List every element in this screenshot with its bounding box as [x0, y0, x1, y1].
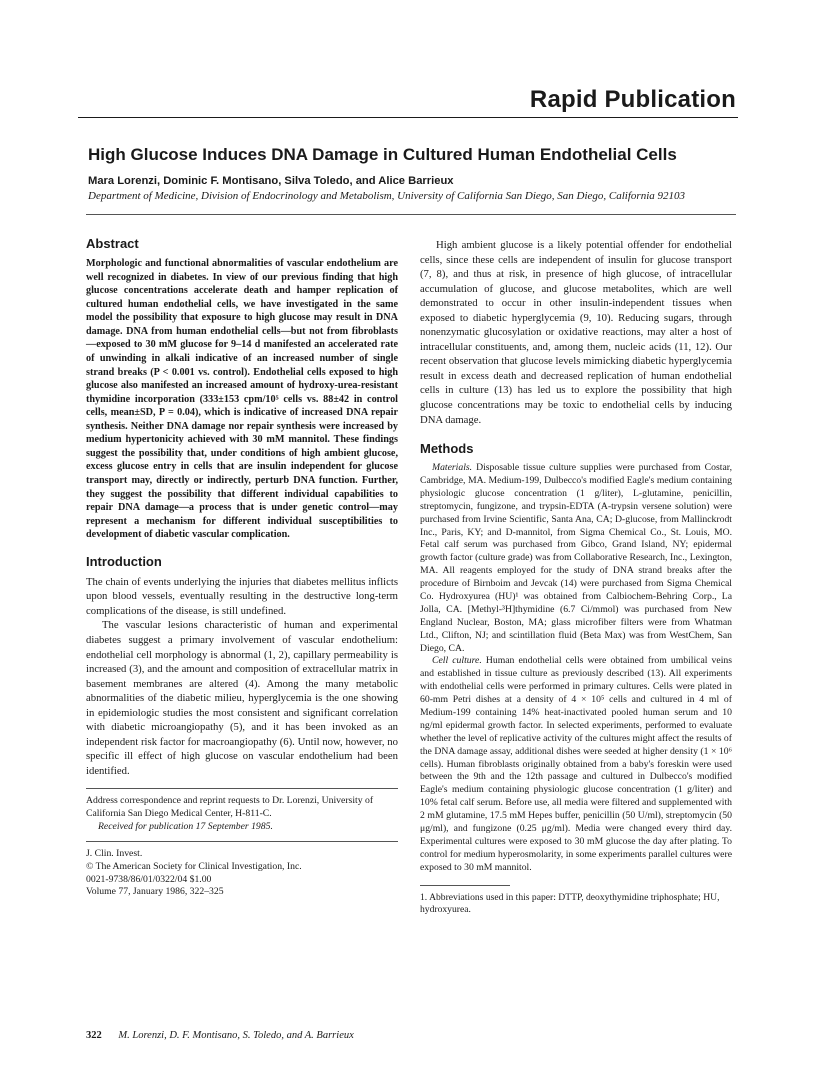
- intro-paragraph-1: The chain of events underlying the injuries that diabetes mellitus inflicts upon blood vessels, eventually resulting in the destructive long-term complications of the disease, is still undefined.: [86, 575, 398, 617]
- footnote-rule: [420, 885, 510, 886]
- author-list: Mara Lorenzi, Dominic F. Montisano, Silva Toledo, and Alice Barrieux: [88, 175, 454, 187]
- section-label: Rapid Publication: [529, 86, 736, 113]
- right-column: [420, 232, 732, 917]
- materials-text: Disposable tissue culture supplies were purchased from Costar, Cambridge, MA. Medium-199, Dulbecco's modified Eagle's medium containing physiologic glucose concentration (1 g/liter), L-glutamine, penicillin, streptomycin, fungizone, and trypsin-EDTA (A-trypsin versene solution) were purchased from Irvine Scientific, Santa Ana, CA; D-glucose, from Mallinckrodt Inc., Paris, KY; and D-mannitol, from Sigma Chemical Co., St. Louis, MO. Fetal calf serum was purchased from Gibco, Grand Island, NY; epidermal growth factor (culture grade) was from Collaborative Research, Inc., Lexington, MA. All reagents employed for the study of DNA strand breaks after the procedure of Birnboim and Jevcak (14) were purchased from Sigma Chemical Co. Hydroxyurea (HU)¹ was obtained from Calbiochem-Behring Corp., La Jolla, CA. [Methyl-³H]thymidine (6.7 Ci/mmol) was purchased from New England Nuclear, Boston, MA; glass microfiber filters were from Whatman Ltd., Clifton, NJ; and scintillation fluid (Beta Max) was from WestChem, San Diego, CA.: [420, 462, 733, 654]
- footer-authors: M. Lorenzi, D. F. Montisano, S. Toledo, and A. Barrieux: [118, 1030, 354, 1041]
- footnote-abbreviations: 1. Abbreviations used in this paper: DTTP, deoxythymidine triphosphate; HU, hydroxyurea.: [420, 891, 720, 916]
- introduction-heading: Introduction: [86, 553, 162, 569]
- left-column: [86, 232, 398, 899]
- volume-line: Volume 77, January 1986, 322–325: [86, 886, 224, 898]
- page-number: 322: [86, 1030, 102, 1041]
- methods-heading: Methods: [420, 441, 474, 457]
- affiliation: Department of Medicine, Division of Endocrinology and Metabolism, University of California San Diego, San Diego, California 92103: [88, 190, 685, 202]
- intro-paragraph-3: High ambient glucose is a likely potential offender for endothelial cells, since these cells are independent of insulin for glucose transport (7, 8), and thus at risk, in presence of high glucose, of intracellular accumulation of glucose, and glucose metabolites, which are well demonstrated to occur in other insulin-independent tissues when exposed to diabetic hyperglycemia (9, 10). Reducing sugars, through nonenzymatic glucosylation or oxidative reactions, may alter a host of intracellular constituents, and, among them, nucleic acids (11, 12). Our recent observation that glucose levels mimicking diabetic hyperglycemia result in excess death and decreased replication of human endothelial cells in culture (13) has led us to explore the possibility that high glucose concentrations may be toxic to endothelial cells by inducing DNA damage.: [420, 239, 732, 426]
- copyright-line: © The American Society for Clinical Investigation, Inc.: [86, 860, 302, 872]
- journal-name: J. Clin. Invest.: [86, 848, 143, 860]
- correspondence-address: Address correspondence and reprint requests to Dr. Lorenzi, University of California San Diego Medical Center, H-811-C.: [86, 795, 374, 820]
- intro-paragraph-2: The vascular lesions characteristic of human and experimental diabetes suggest a primary involvement of vascular endothelium: endothelial cell morphology is abnormal (1, 2), capillary permeability is increased (3), and the amount and composition of extracellular matrix in basement membranes are altered (4). Among the many metabolic abnormalities of the diabetic milieu, hyperglycemia is the one showing in epidemiologic studies the most consistent and significant correlation with diabetic microangiopathy (5), and it has been invoked as an independent risk factor for macroangiopathy (6). Until now, however, no specific ill effect of high glucose on vascular endothelium had been identified.: [86, 619, 398, 777]
- cell-culture-lead: Cell culture.: [432, 655, 482, 667]
- cell-culture-text: Human endothelial cells were obtained from umbilical veins and established in tissue culture as previously described (13). All experiments with endothelial cells were performed in primary cultures. Cells were plated in 60-mm Petri dishes at a density of 4 × 10⁵ cells and cultured in 4 ml of Medium-199 containing 14% heat-inactivated pooled human serum and 10 ng/ml epidermal growth factor. In selected experiments, performed to evaluate whether the level of replicative activity of the cultures might affect the results of the DNA damage assay, additional dishes were seeded at higher density (1 × 10⁶ cells). Human fibroblasts originally obtained from a baby's foreskin were used between the 9th and the 12th passage and cultured in Dulbecco's modified Eagle's medium containing physiologic glucose concentration (1 g/liter) and 10% fetal calf serum. Before use, all media were filtered and supplemented with 2 mM glutamine, 17.5 mM Hepes buffer, penicillin (50 U/ml), streptomycin (50 μg/ml), and fungizone (0.25 μg/ml). Media were changed every third day. Experimental cultures were exposed to 30 mM glucose the day after plating. To control for medium hyperosmolarity, in some experiments parallel cultures were exposed to 30 mM mannitol.: [420, 655, 732, 873]
- page-footer: [86, 1030, 354, 1041]
- received-date: Received for publication 17 September 1985.: [98, 820, 273, 832]
- abstract-text: Morphologic and functional abnormalities of vascular endothelium are well recognized in diabetes. In view of our previous finding that high glucose concentrations accelerate death and hamper replication of cultured human endothelial cells, we have investigated in the same model the possibility that exposure to high glucose may result in DNA damage. DNA from human endothelial cells—but not from fibroblasts—exposed to 30 mM glucose for 9–14 d manifested an accelerated rate of unwinding in alkali indicative of an increased number of single strand breaks (P < 0.001 vs. control). Endothelial cells exposed to high glucose also manifested an increased amount of hydroxy-urea-resistant thymidine incorporation (333±153 cpm/10⁵ cells vs. 88±42 in control cells, mean±SD, P = 0.04), which is indicative of increased DNA repair synthesis. Neither DNA damage nor repair synthesis were increased by medium hypertonicity achieved with 30 mM mannitol. These findings suggest the possibility that, under conditions of high ambient glucose, excess glucose entry in cells that are insulin independent for glucose transport may, directly or indirectly, perturb DNA function. Further, they suggest the possibility that different individual capabilities to repair DNA damage—a process that is under genetic control—may represent a mechanism for different individual susceptibilities to development of diabetic vascular complication.: [86, 258, 398, 541]
- citation-rule: [86, 841, 398, 842]
- correspondence-rule: [86, 788, 398, 789]
- abstract-heading: Abstract: [86, 236, 139, 251]
- title-divider: [86, 214, 736, 215]
- article-title: High Glucose Induces DNA Damage in Cultured Human Endothelial Cells: [88, 145, 677, 164]
- materials-lead: Materials.: [432, 462, 473, 474]
- issn-line: 0021-9738/86/01/0322/04 $1.00: [86, 873, 212, 885]
- header-rule: [78, 117, 738, 118]
